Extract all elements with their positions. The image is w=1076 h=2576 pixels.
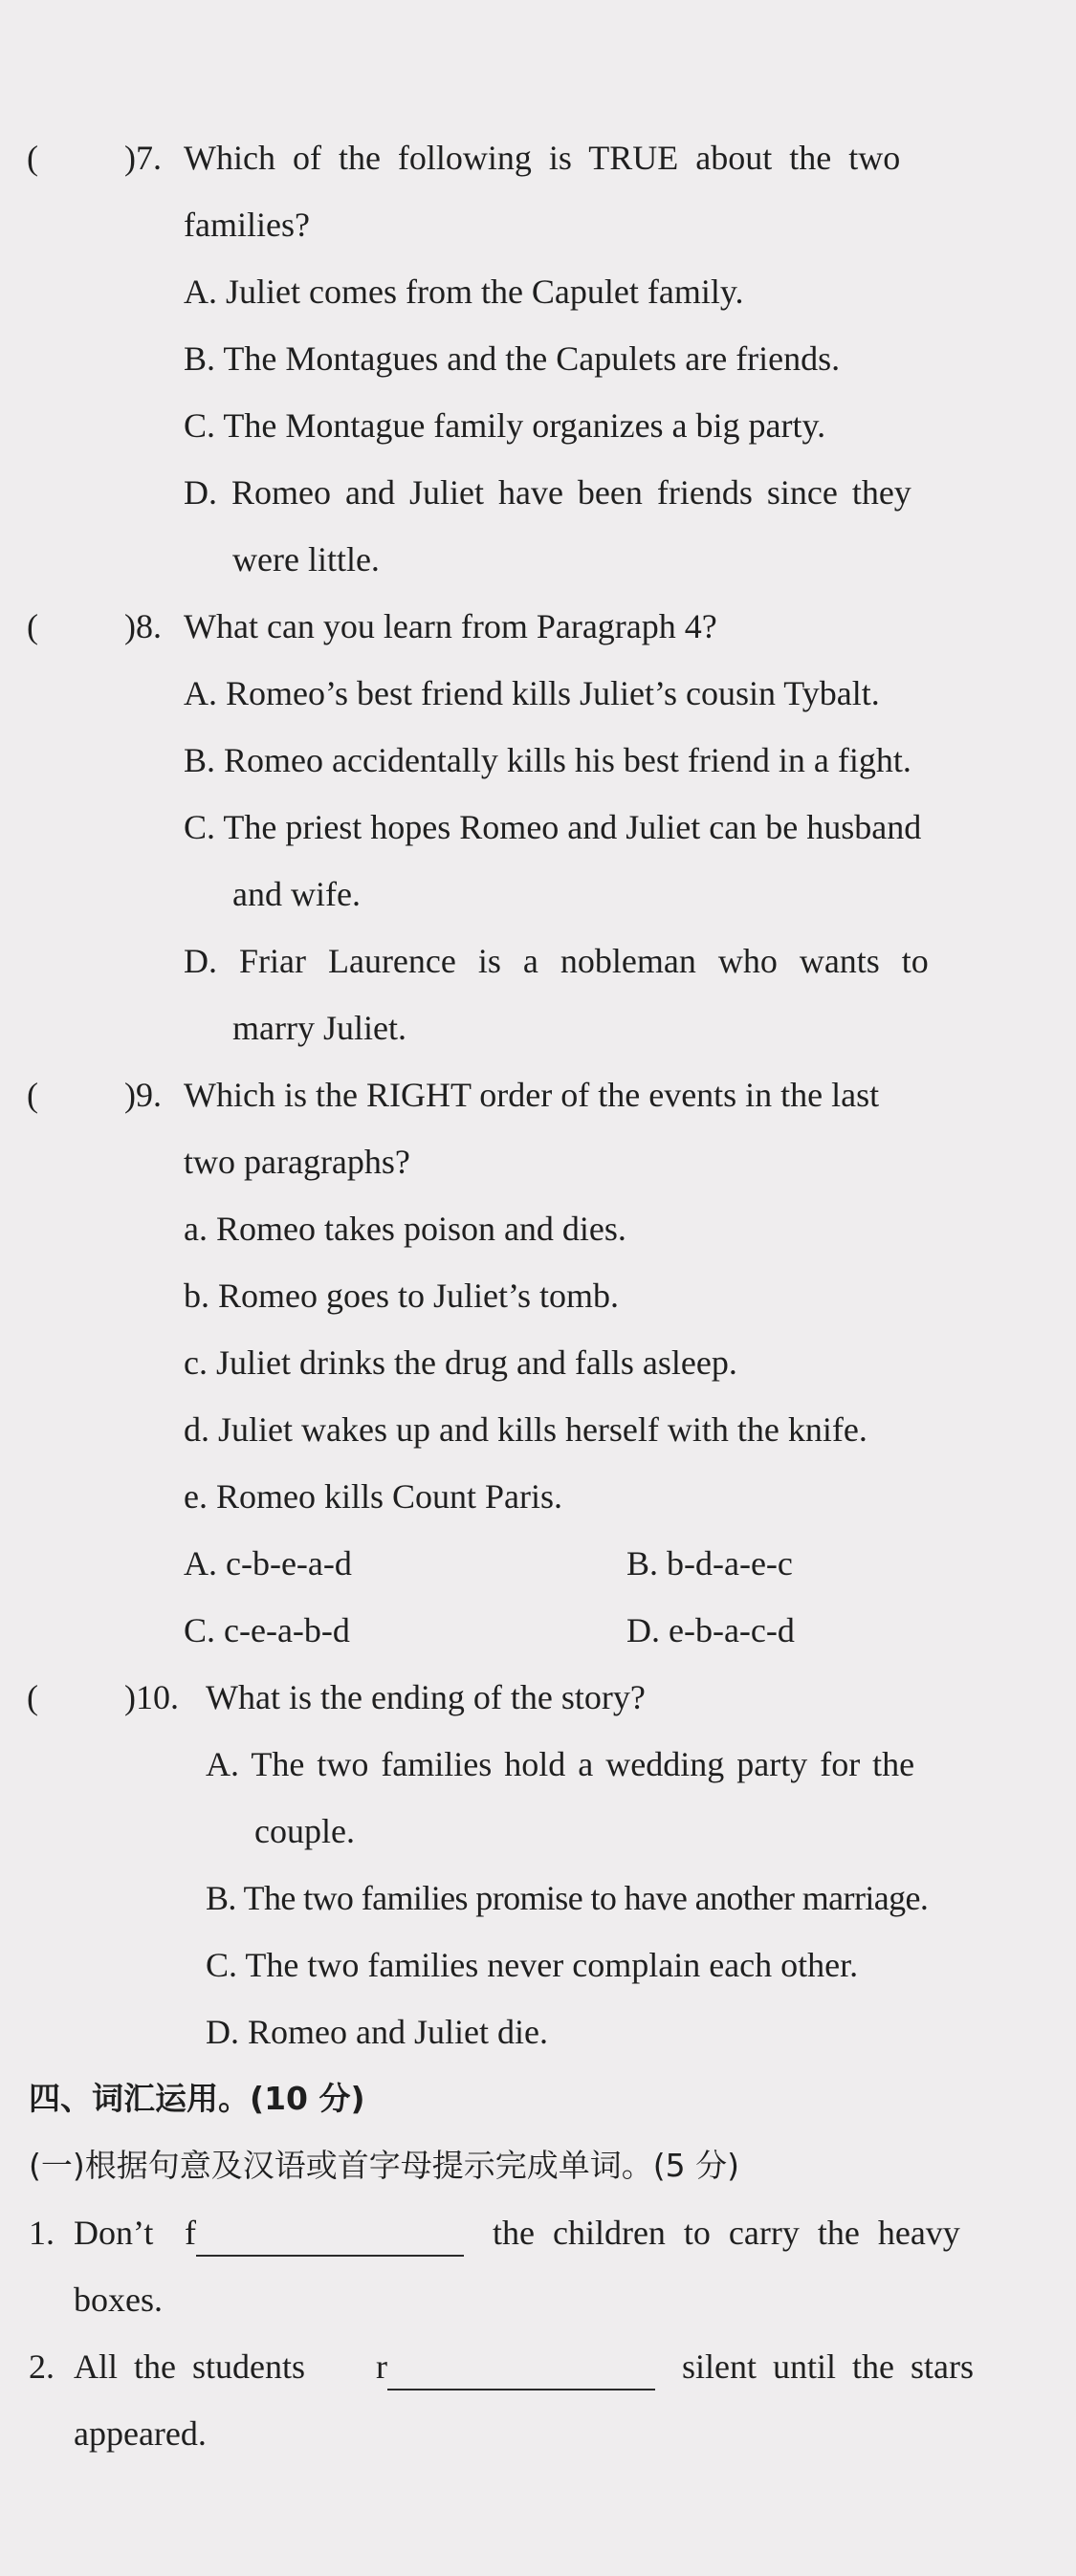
vocab-item-2-underline — [387, 2358, 655, 2390]
vocab-item-1-hint-letter: f — [185, 2214, 196, 2252]
answer-paren-8[interactable]: ( — [27, 607, 38, 645]
vocab-item-2-before: All the students — [74, 2347, 305, 2386]
answer-paren-10[interactable]: ( — [27, 1678, 38, 1716]
question-9-option-a: A. c-b-e-a-d — [184, 1544, 352, 1583]
question-8-option-d-line2: marry Juliet. — [232, 1009, 406, 1047]
vocab-item-1-answer-blank[interactable] — [185, 2209, 464, 2257]
vocab-item-2-number: 2. — [29, 2347, 55, 2386]
section-4-sub-heading: (一)根据句意及汉语或首字母提示完成单词。(5 分) — [29, 2147, 739, 2184]
question-9-event-e: e. Romeo kills Count Paris. — [184, 1477, 562, 1516]
question-9-stem-line1: Which is the RIGHT order of the events in the last — [184, 1076, 880, 1114]
question-9-event-c: c. Juliet drinks the drug and falls asleep. — [184, 1343, 737, 1382]
question-9-option-c: C. c-e-a-b-d — [184, 1611, 350, 1649]
question-8-option-c-line1: C. The priest hopes Romeo and Juliet can be husband — [184, 808, 922, 846]
question-7-option-d-line1: D. Romeo and Juliet have been friends since they — [184, 473, 911, 512]
question-10-option-a-line1: A. The two families hold a wedding party for the — [206, 1745, 915, 1783]
vocab-item-1-after: the children to carry the heavy — [493, 2214, 960, 2252]
question-7-option-d-line2: were little. — [232, 540, 380, 579]
vocab-item-2-line2: appeared. — [74, 2414, 207, 2453]
vocab-item-2-answer-blank[interactable] — [376, 2343, 655, 2390]
question-9-option-b: B. b-d-a-e-c — [626, 1544, 793, 1583]
question-9-event-a: a. Romeo takes poison and dies. — [184, 1210, 626, 1248]
question-10-option-c: C. The two families never complain each other. — [206, 1946, 859, 1984]
question-9-event-b: b. Romeo goes to Juliet’s tomb. — [184, 1277, 619, 1315]
question-number-10: )10. — [124, 1678, 179, 1716]
question-10-option-d: D. Romeo and Juliet die. — [206, 2013, 548, 2051]
question-8-option-d-line1: D. Friar Laurence is a nobleman who wants to — [184, 942, 929, 980]
question-7-stem-line2: families? — [184, 206, 310, 244]
question-10-option-a-line2: couple. — [254, 1812, 355, 1850]
question-8-option-a: A. Romeo’s best friend kills Juliet’s cousin Tybalt. — [184, 674, 880, 712]
vocab-item-1-before: Don’t — [74, 2214, 154, 2252]
question-10-option-b: B. The two families promise to have another marriage. — [206, 1879, 929, 1917]
question-7-option-a: A. Juliet comes from the Capulet family. — [184, 273, 744, 311]
question-9-event-d: d. Juliet wakes up and kills herself with the knife. — [184, 1410, 867, 1449]
vocab-item-2-after: silent until the stars — [682, 2347, 974, 2386]
question-7-stem-line1: Which of the following is TRUE about the two — [184, 139, 901, 177]
question-7-option-b: B. The Montagues and the Capulets are friends. — [184, 339, 841, 378]
question-8-option-c-line2: and wife. — [232, 875, 361, 913]
answer-paren-9[interactable]: ( — [27, 1076, 38, 1114]
question-10-stem: What is the ending of the story? — [206, 1678, 646, 1716]
vocab-item-2-hint-letter: r — [376, 2347, 387, 2386]
question-9-option-d: D. e-b-a-c-d — [626, 1611, 795, 1649]
question-number-7: )7. — [124, 139, 162, 177]
question-9-stem-line2: two paragraphs? — [184, 1143, 410, 1181]
answer-paren-7[interactable]: ( — [27, 139, 38, 177]
vocab-item-1-underline — [196, 2224, 464, 2257]
vocab-item-1-line2: boxes. — [74, 2281, 163, 2319]
question-7-option-c: C. The Montague family organizes a big party. — [184, 406, 826, 445]
section-4-heading: 四、词汇运用。(10 分) — [29, 2080, 365, 2117]
vocab-item-1-number: 1. — [29, 2214, 55, 2252]
question-8-option-b: B. Romeo accidentally kills his best friend in a fight. — [184, 741, 911, 779]
question-8-stem: What can you learn from Paragraph 4? — [184, 607, 717, 645]
question-number-9: )9. — [124, 1076, 162, 1114]
question-number-8: )8. — [124, 607, 162, 645]
